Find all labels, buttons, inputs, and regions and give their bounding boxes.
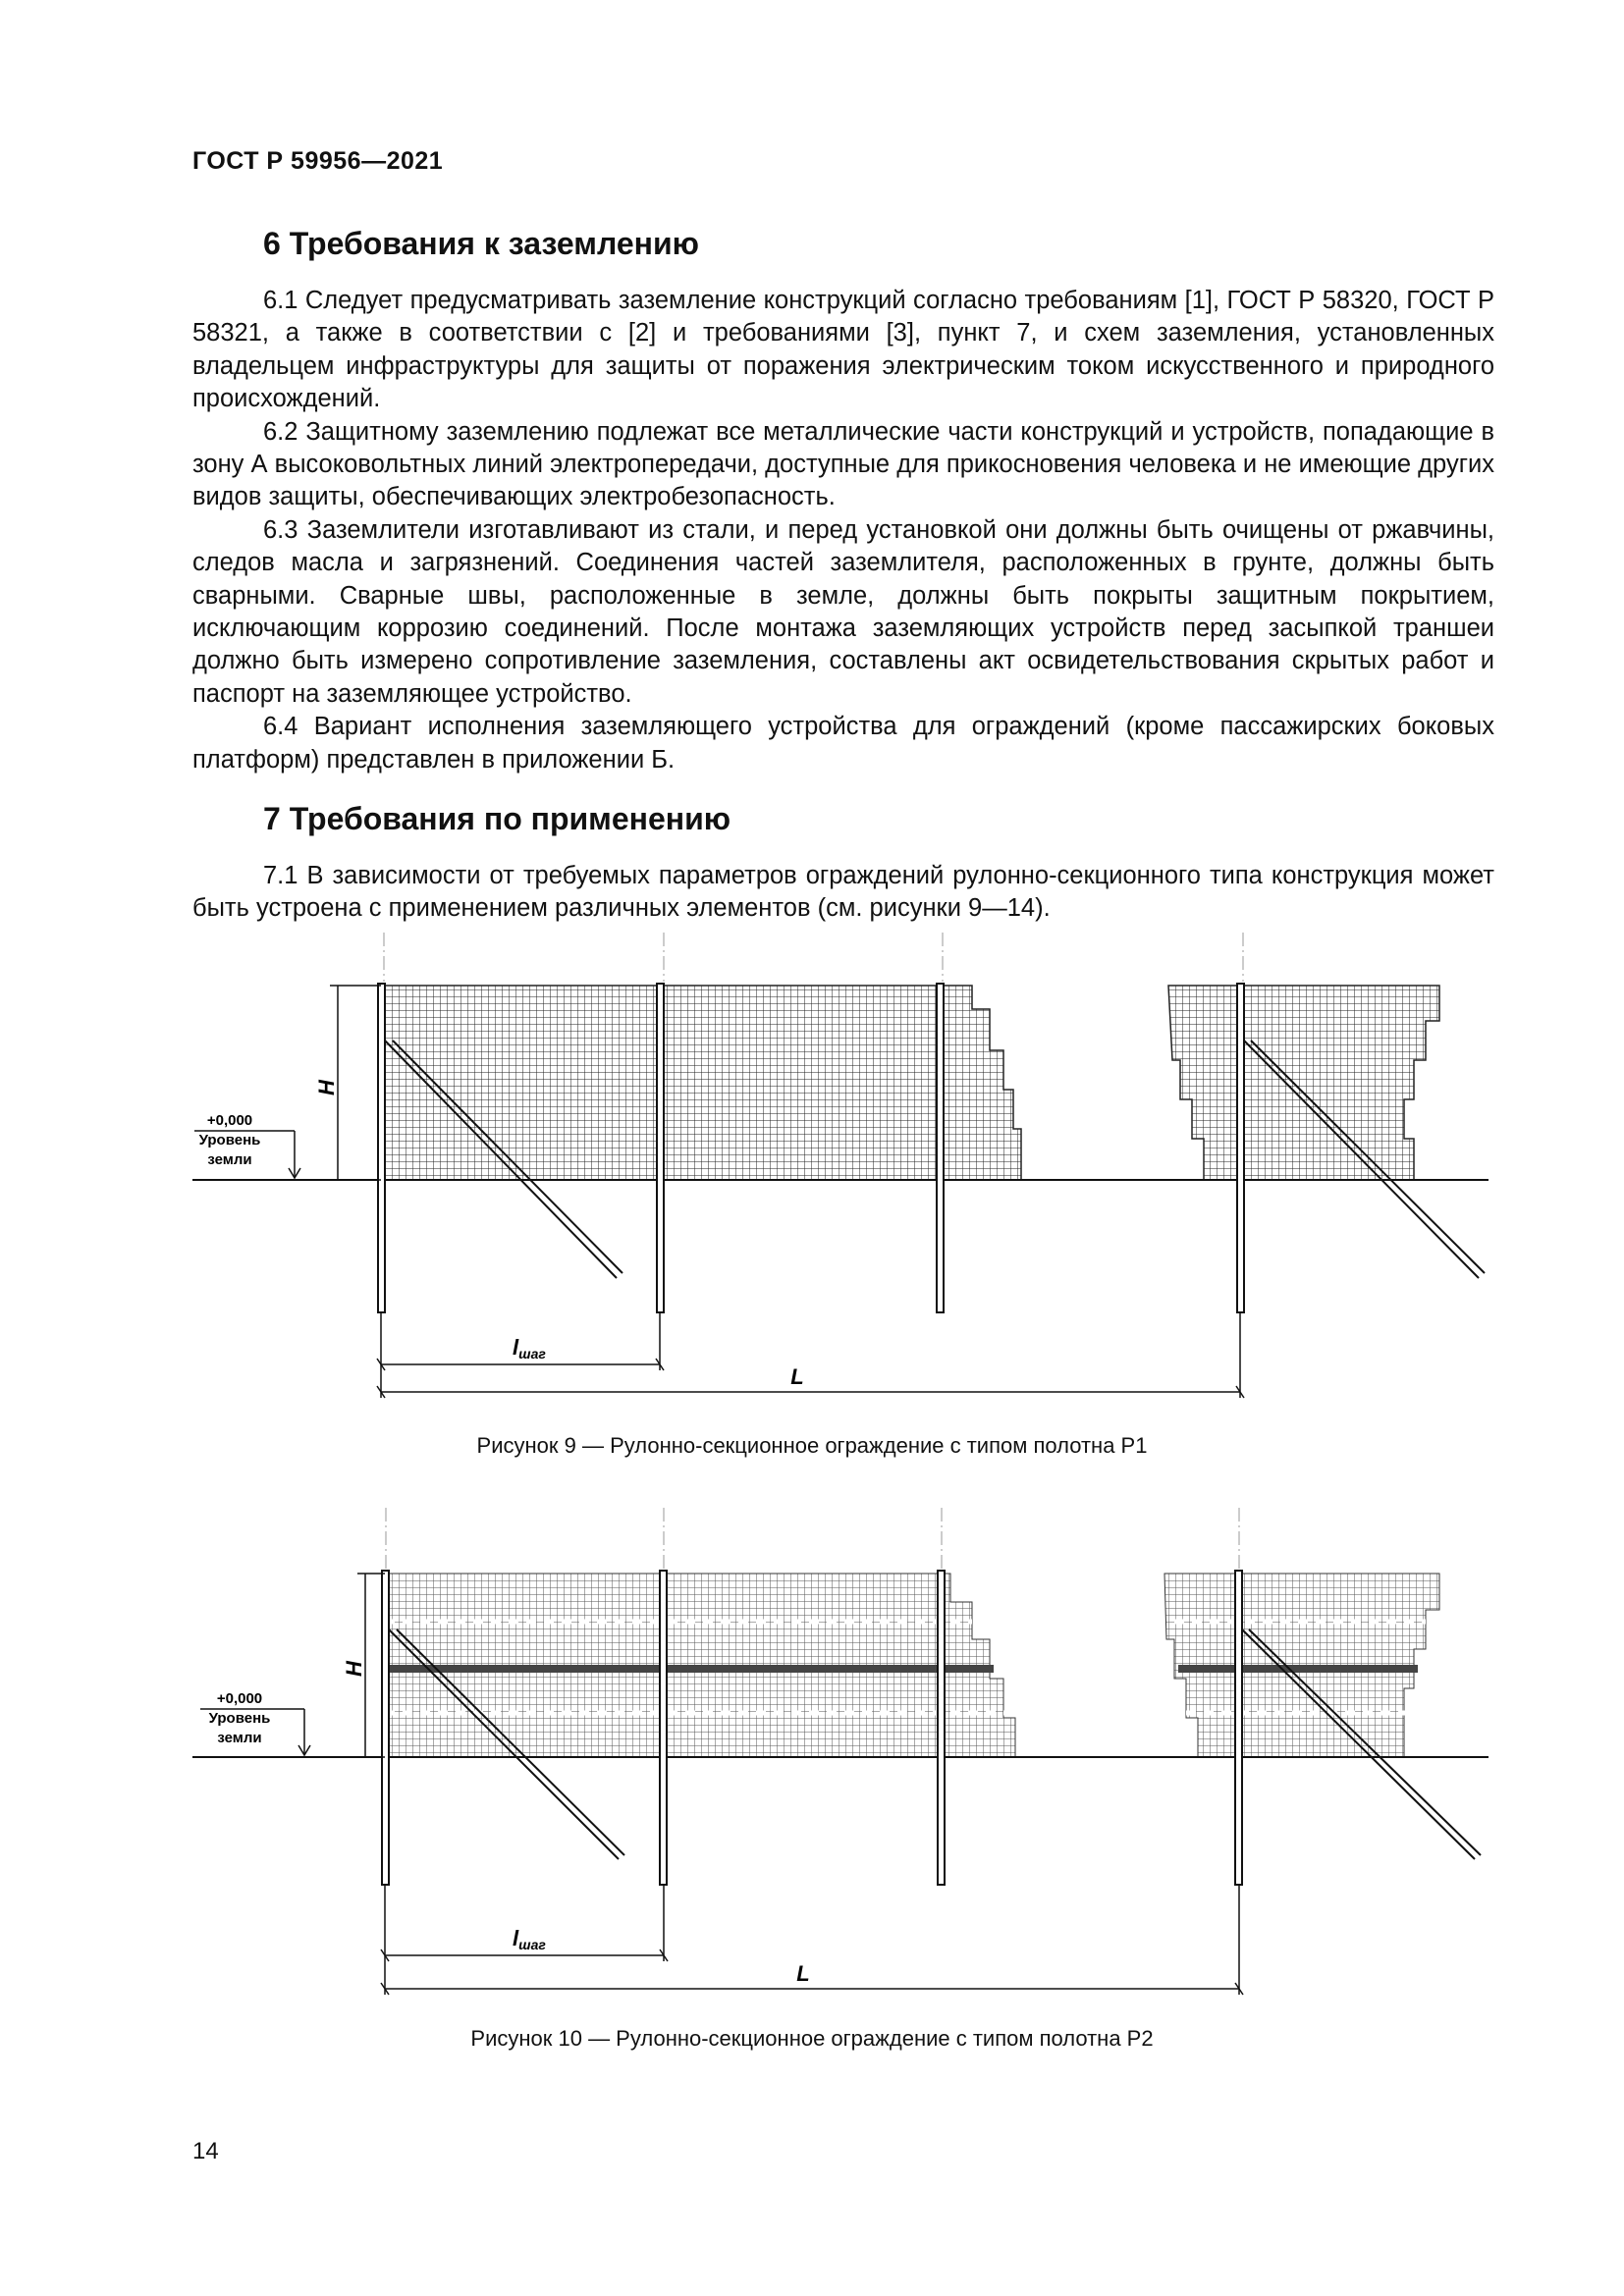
step-dimension-label: lшаг	[513, 1926, 546, 1952]
fence-post	[378, 984, 385, 1312]
fence-mesh	[1168, 986, 1439, 1180]
level-value: +0,000	[216, 1690, 263, 1707]
section-7-body	[192, 860, 1494, 926]
fence-post	[937, 984, 944, 1312]
figure-10-caption: Рисунок 10 — Рулонно-секционное ограждение с типом полотна Р2	[470, 2026, 1154, 2051]
length-dimension-label: L	[796, 1961, 810, 1986]
fence-post	[1235, 1571, 1242, 1885]
section-7-title: 7 Требования по применению	[263, 801, 731, 836]
section-6-title: 6 Требования к заземлению	[263, 226, 699, 261]
paragraph-6-3: 6.3 Заземлители изготавливают из стали, и перед установкой они должны быть очищены от ржавчины, следов масла и загрязнений. Соединения частей заземлителя, расположенных в грунте, должны быть сварными. Сварные швы, расположенные в земле, должны быть покрыты защитным покрытием, исключающим коррозию соединений. После монтажа заземляющих устройств перед засыпкой траншеи должно быть измерено сопротивление заземления, составлены акт освидетельствования скрытых работ и паспорт на заземляющее устройство.	[192, 515, 1494, 708]
level-label: Уровень	[198, 1132, 261, 1148]
paragraph-6-2: 6.2 Защитному заземлению подлежат все металлические части конструкций и устройств, попадающие в зону А высоковольтных линий электропередачи, доступные для прикосновения человека и не имеющие других видов защиты, обеспечивающих электробезопасность.	[192, 417, 1494, 511]
figure-9-caption: Рисунок 9 — Рулонно-секционное ограждение с типом полотна Р1	[476, 1433, 1148, 1458]
figure-9-drawing	[0, 923, 1624, 1453]
level-label: земли	[207, 1151, 252, 1168]
fence-post	[660, 1571, 667, 1885]
fence-post	[657, 984, 664, 1312]
document-header: ГОСТ Р 59956—2021	[192, 147, 444, 175]
fence-post	[1237, 984, 1244, 1312]
figure-10-drawing	[0, 1502, 1624, 2052]
fence-post	[382, 1571, 389, 1885]
fence-mesh	[381, 986, 1021, 1180]
section-6-body	[192, 285, 1494, 776]
height-dimension-label: H	[342, 1661, 366, 1677]
paragraph-6-4: 6.4 Вариант исполнения заземляющего устройства для ограждений (кроме пассажирских боковых платформ) представлен в приложении Б.	[192, 713, 1494, 774]
paragraph-6-1: 6.1 Следует предусматривать заземление конструкций согласно требованиям [1], ГОСТ Р 58320, ГОСТ Р 58321, а также в соответствии с [2] и требованиями [3], пункт 7, и схем заземления, установленных владельцем инфраструктуры для защиты от поражения электрическим током искусственного и природного происхождений.	[192, 287, 1494, 413]
height-dimension-label: H	[314, 1080, 339, 1095]
level-value: +0,000	[206, 1112, 253, 1129]
page-number: 14	[192, 2138, 219, 2164]
fence-post	[938, 1571, 945, 1885]
level-label: земли	[217, 1730, 262, 1746]
step-dimension-label: lшаг	[513, 1335, 546, 1362]
paragraph-7-1: 7.1 В зависимости от требуемых параметров ограждений рулонно-секционного типа конструкция может быть устроена с применением различных элементов (см. рисунки 9—14).	[192, 862, 1494, 923]
level-label: Уровень	[208, 1710, 271, 1727]
length-dimension-label: L	[790, 1364, 804, 1389]
